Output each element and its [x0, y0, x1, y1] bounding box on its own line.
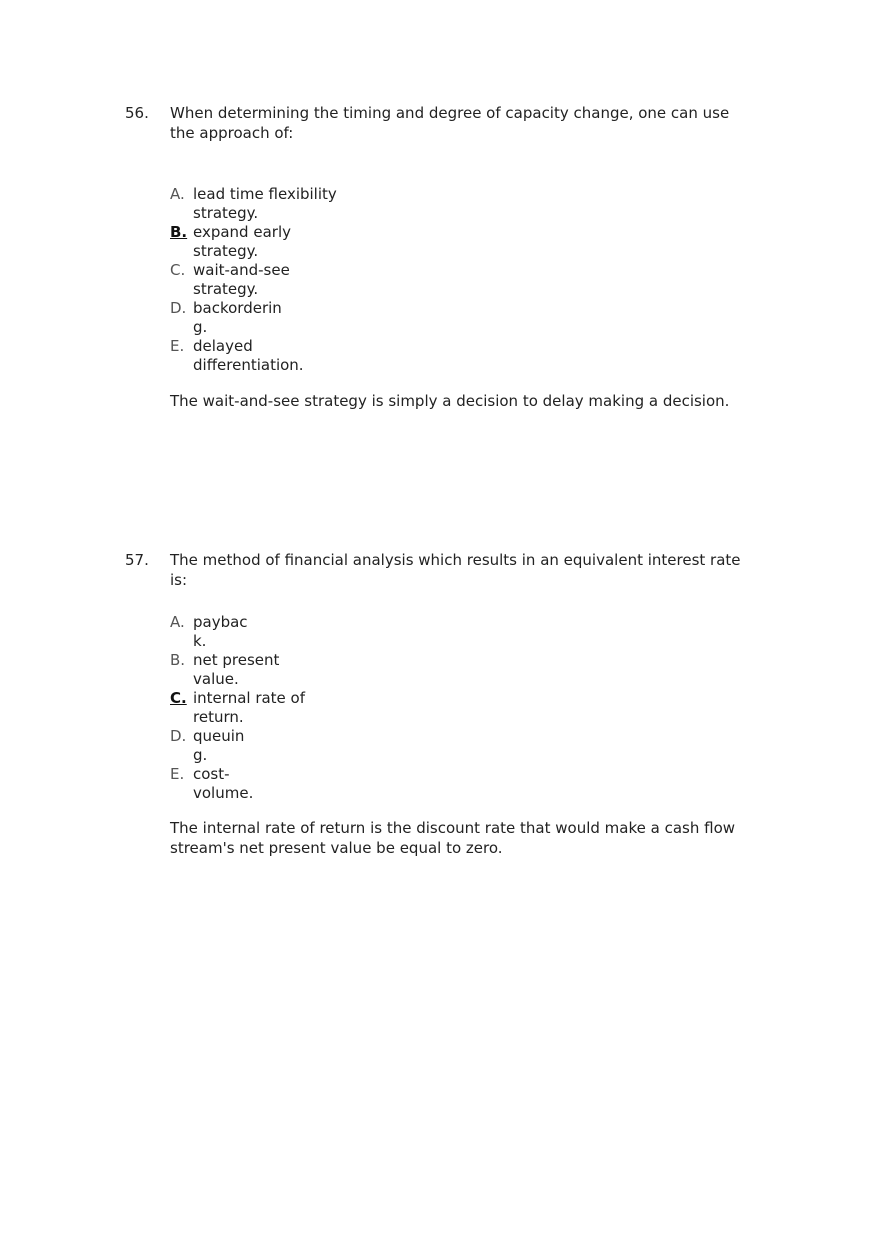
option-text: paybac: [193, 613, 248, 631]
option-e: [170, 337, 337, 375]
option-a: [170, 185, 337, 223]
option-letter: A.: [170, 185, 185, 203]
question-text: When determining the timing and degree of capacity change, one can use the approach of:: [170, 104, 730, 142]
option-text-wrap: g.: [193, 318, 208, 336]
option-text-wrap: volume.: [193, 784, 254, 802]
option-text: cost-: [193, 765, 230, 783]
option-text-wrap: value.: [193, 670, 239, 688]
option-d: [170, 727, 305, 765]
answer-options: [170, 613, 305, 803]
answer-explanation: The wait-and-see strategy is simply a decision to delay making a decision.: [170, 392, 730, 410]
option-b: [170, 223, 337, 261]
option-text: net present: [193, 651, 280, 669]
option-text: backorderin: [193, 299, 282, 317]
option-letter-correct: C.: [170, 689, 187, 707]
option-text-wrap: differentiation.: [193, 356, 304, 374]
option-text-wrap: k.: [193, 632, 207, 650]
question-number: 56.: [125, 104, 149, 122]
option-letter: B.: [170, 651, 186, 669]
option-letter: A.: [170, 613, 185, 631]
answer-options: [170, 185, 337, 375]
option-text: wait-and-see: [193, 261, 290, 279]
option-text: delayed: [193, 337, 253, 355]
option-d: [170, 299, 337, 337]
option-text-wrap: g.: [193, 746, 208, 764]
option-text-wrap: strategy.: [193, 242, 259, 260]
option-letter: E.: [170, 337, 185, 355]
option-e: [170, 765, 305, 803]
option-b: [170, 651, 305, 689]
question-text: The method of financial analysis which results in an equivalent interest rate is:: [170, 551, 741, 589]
question-number: 57.: [125, 551, 149, 569]
option-c: [170, 261, 337, 299]
option-c: [170, 689, 305, 727]
option-text: lead time flexibility: [193, 185, 337, 203]
option-letter: D.: [170, 299, 187, 317]
option-text: queuin: [193, 727, 245, 745]
option-letter: E.: [170, 765, 185, 783]
option-text: internal rate of: [193, 689, 306, 707]
option-text: expand early: [193, 223, 291, 241]
option-a: [170, 613, 305, 651]
option-text-wrap: return.: [193, 708, 244, 726]
answer-explanation: The internal rate of return is the discount rate that would make a cash flow stream's net present value be equal to zero.: [170, 819, 736, 857]
option-text-wrap: strategy.: [193, 280, 259, 298]
option-letter: C.: [170, 261, 186, 279]
option-text-wrap: strategy.: [193, 204, 259, 222]
option-letter-correct: B.: [170, 223, 188, 241]
option-letter: D.: [170, 727, 187, 745]
